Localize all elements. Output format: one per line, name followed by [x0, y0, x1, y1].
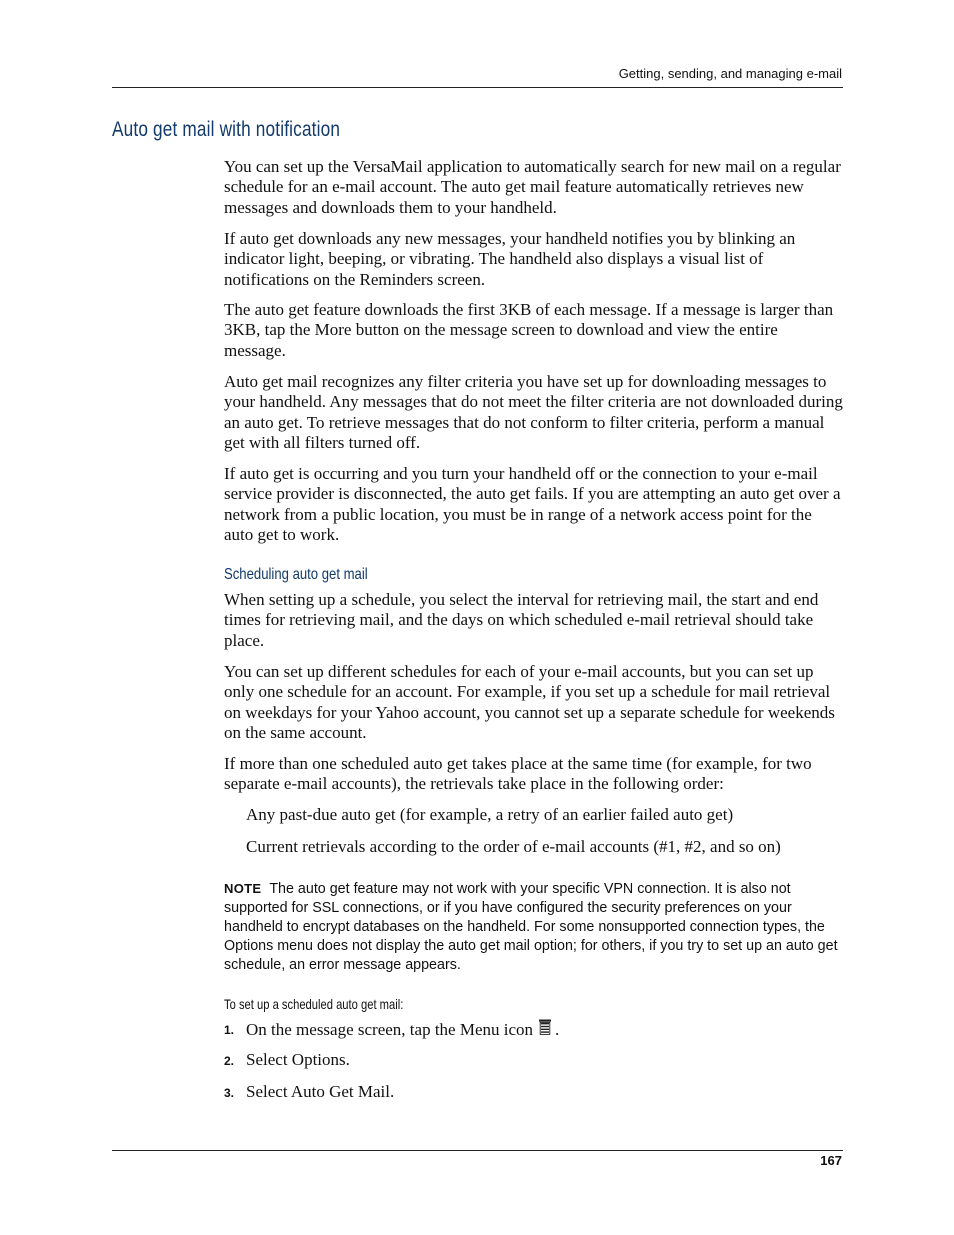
procedure-title: To set up a scheduled auto get mail:: [224, 996, 404, 1012]
step-number: 2.: [224, 1054, 235, 1068]
paragraph: If auto get downloads any new messages, your handheld notifies you by blinking an indicator light, beeping, or vibrating. The handheld also displays a visual list of notifications on the Reminders screen.: [224, 229, 796, 289]
step-suffix: .: [555, 1020, 560, 1039]
note-label: NOTE: [224, 881, 262, 896]
running-header: Getting, sending, and managing e-mail: [618, 66, 842, 81]
subsection-title: Scheduling auto get mail: [224, 566, 368, 583]
step-number: 1.: [224, 1023, 235, 1037]
list-item: Current retrievals according to the order of e-mail accounts (#1, #2, and so on): [246, 837, 781, 856]
step-text-wrapper: [246, 1019, 559, 1042]
page-number: 167: [820, 1153, 842, 1168]
step-text: Select Auto Get Mail.: [246, 1082, 395, 1101]
paragraph: The auto get feature downloads the first 3KB of each message. If a message is larger than 3KB, tap the More button on the message screen to download and view the entire message.: [224, 300, 834, 360]
section-title: Auto get mail with notification: [112, 118, 341, 141]
footer-rule: [112, 1150, 843, 1151]
step-number: 3.: [224, 1086, 235, 1100]
paragraph: You can set up the VersaMail application to automatically search for new mail on a regular schedule for an e-mail account. The auto get mail feature automatically retrieves new messages and downloads them to your handheld.: [224, 157, 841, 217]
header-rule: [112, 87, 843, 88]
paragraph: If auto get is occurring and you turn your handheld off or the connection to your e-mail service provider is disconnected, the auto get fails. If you are attempting an auto get over a network from a public location, you must be in range of a network access point for the auto get to work.: [224, 464, 841, 545]
list-item: Any past-due auto get (for example, a retry of an earlier failed auto get): [246, 805, 734, 824]
step-text: Select Options.: [246, 1050, 350, 1069]
paragraph: Auto get mail recognizes any filter criteria you have set up for downloading messages to your handheld. Any messages that do not meet the filter criteria are not downloaded during an auto get. To retrieve messages that do not conform to filter criteria, perform a manual get with all filters turned off.: [224, 372, 843, 453]
note-text: The auto get feature may not work with your specific VPN connection. It is also not supported for SSL connections, or if you have configured the security preferences on your handheld to encrypt databases on the handheld. For some nonsupported connection types, the Options menu does not display the auto get mail option; for others, if you try to set up an auto get schedule, an error message appears.: [224, 881, 838, 973]
paragraph: You can set up different schedules for each of your e-mail accounts, but you can set up only one schedule for an account. For example, if you set up a schedule for mail retrieval on weekdays for your Yahoo account, you cannot set up a separate schedule for weekends on the same account.: [224, 662, 835, 743]
note-box: [224, 879, 846, 975]
paragraph: When setting up a schedule, you select the interval for retrieving mail, the start and end times for retrieving mail, and the days on which scheduled e-mail retrieval should take place.: [224, 590, 819, 650]
menu-icon: [537, 1019, 553, 1042]
paragraph: If more than one scheduled auto get takes place at the same time (for example, for two separate e-mail accounts), the retrievals take place in the following order:: [224, 754, 812, 794]
step-text: On the message screen, tap the Menu icon: [246, 1020, 534, 1039]
